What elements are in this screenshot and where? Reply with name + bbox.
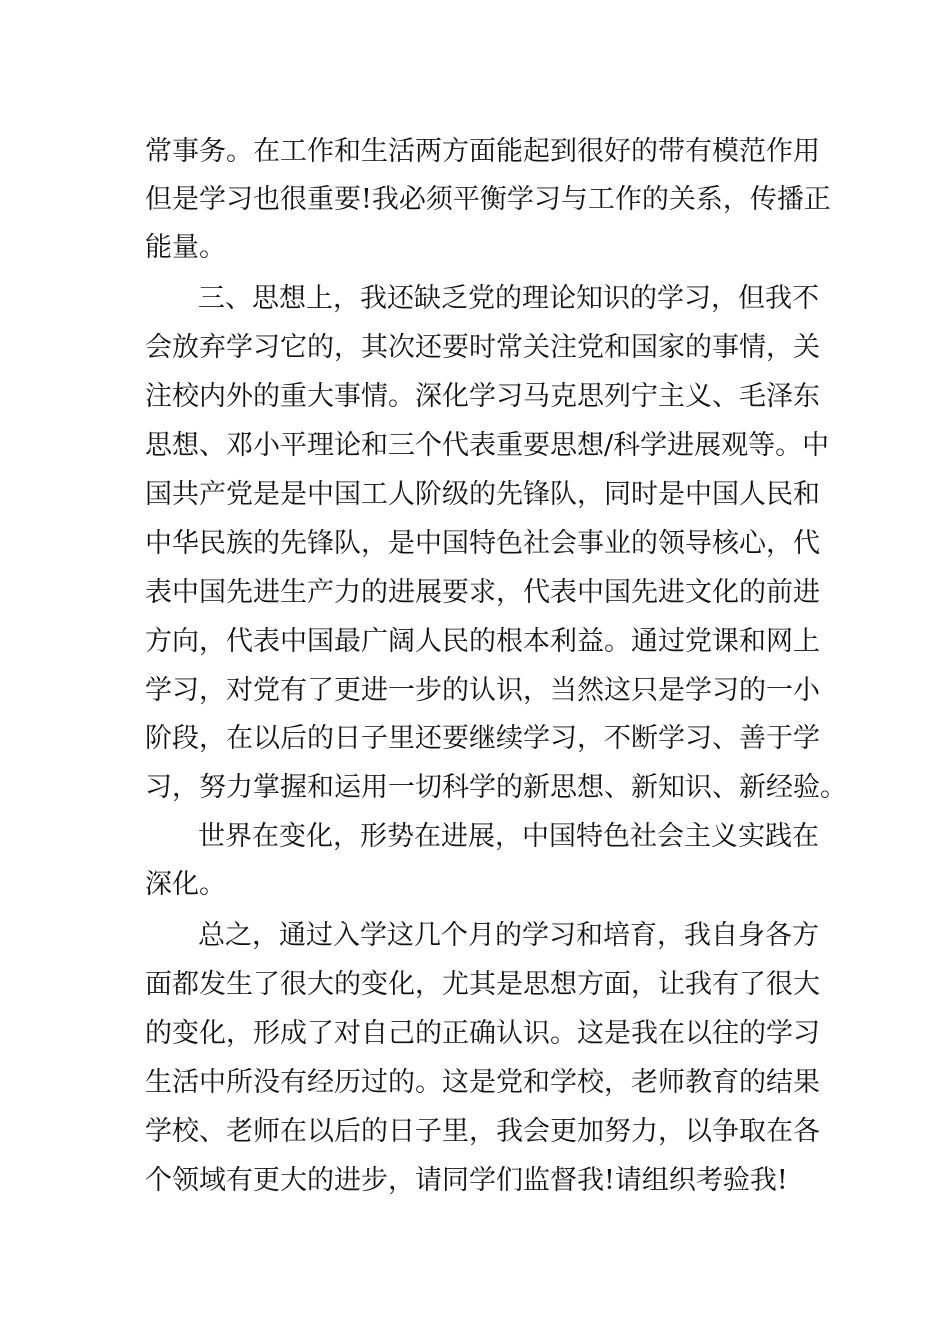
text-line: 生活中所没有经历过的。这是党和学校，老师教育的结果 xyxy=(145,1067,820,1098)
text-line: 面都发生了很大的变化，尤其是思想方面，让我有了很大 xyxy=(145,969,820,1000)
text-line: 深化。 xyxy=(145,869,226,900)
text-line: 阶段，在以后的日子里还要继续学习，不断学习、善于学 xyxy=(145,723,820,754)
text-line: 表中国先进生产力的进展要求，代表中国先进文化的前进 xyxy=(145,577,820,608)
text-line: 思想、邓小平理论和三个代表重要思想/科学进展观等。中 xyxy=(145,430,830,461)
text-line: 常事务。在工作和生活两方面能起到很好的带有模范作用 xyxy=(145,136,820,167)
text-line: 能量。 xyxy=(145,232,226,263)
text-line: 会放弃学习它的，其次还要时常关注党和国家的事情，关 xyxy=(145,332,820,363)
text-line: 个领域有更大的进步，请同学们监督我!请组织考验我! xyxy=(145,1165,788,1196)
text-line: 但是学习也很重要!我必须平衡学习与工作的关系，传播正 xyxy=(145,184,831,215)
paragraph-start-line: 总之，通过入学这几个月的学习和培育，我自身各方 xyxy=(198,920,819,951)
paragraph-start-line: 三、思想上，我还缺乏党的理论知识的学习，但我不 xyxy=(198,283,819,314)
text-line: 国共产党是是中国工人阶级的先锋队，同时是中国人民和 xyxy=(145,479,820,510)
paragraph-start-line: 世界在变化，形势在进展，中国特色社会主义实践在 xyxy=(198,821,819,852)
text-line: 方向，代表中国最广阔人民的根本利益。通过党课和网上 xyxy=(145,626,820,657)
text-line: 注校内外的重大事情。深化学习马克思列宁主义、毛泽东 xyxy=(145,381,820,412)
text-line: 的变化，形成了对自己的正确认识。这是我在以往的学习 xyxy=(145,1018,820,1049)
text-line: 学校、老师在以后的日子里，我会更加努力，以争取在各 xyxy=(145,1116,820,1147)
text-line: 习，努力掌握和运用一切科学的新思想、新知识、新经验。 xyxy=(145,772,847,803)
text-line: 中华民族的先锋队，是中国特色社会事业的领导核心，代 xyxy=(145,528,820,559)
text-line: 学习，对党有了更进一步的认识，当然这只是学习的一小 xyxy=(145,675,820,706)
